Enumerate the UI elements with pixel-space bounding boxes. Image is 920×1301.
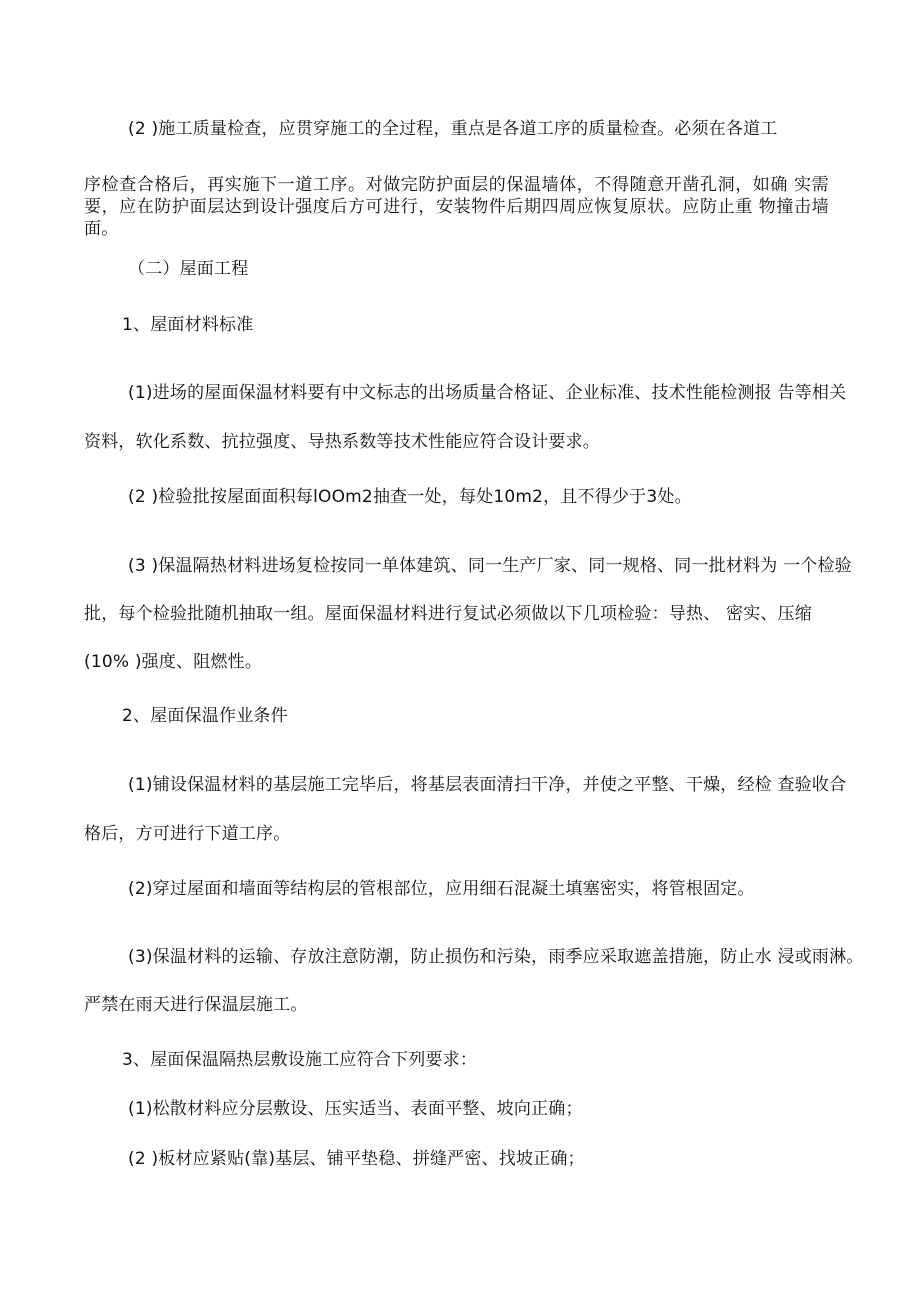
paragraph-line-9: 批，每个检验批随机抽取一组。屋面保温材料进行复试必须做以下几项检验：导热、 密实、压缩 <box>84 604 813 624</box>
paragraph-line-12: 格后，方可进行下道工序。 <box>84 824 291 844</box>
section-heading-roof: （二）屋面工程 <box>128 259 249 279</box>
paragraph-line-16: (1)松散材料应分层敷设、压实适当、表面平整、坡向正确； <box>128 1099 583 1119</box>
paragraph-line-4: 面。 <box>84 219 119 239</box>
subheading-roof-insulation-requirements: 3、屋面保温隔热层敷设施工应符合下列要求： <box>122 1050 478 1070</box>
paragraph-line-7: (2 )检验批按屋面面积每lOOm2抽查一处，每处10m2，且不得少于3处。 <box>128 487 692 507</box>
paragraph-line-3: 要，应在防护面层达到设计强度后方可进行，安装物件后期四周应恢复原状。应防止重 物撞击墙 <box>84 197 830 217</box>
paragraph-line-1: (2 )施工质量检查，应贯穿施工的全过程，重点是各道工序的质量检查。必须在各道工 <box>128 119 778 139</box>
paragraph-line-8: (3 )保温隔热材料进场复检按同一单体建筑、同一生产厂家、同一规格、同一批材料为 一个检验 <box>128 556 852 576</box>
paragraph-line-2: 序检查合格后，再实施下一道工序。对做完防护面层的保温墙体，不得随意开凿孔洞，如确 实需 <box>84 175 830 195</box>
paragraph-line-10: (10% )强度、阻燃性。 <box>84 652 263 672</box>
subheading-roof-material-standard: 1、屋面材料标准 <box>122 315 254 335</box>
paragraph-line-15: 严禁在雨天进行保温层施工。 <box>84 995 308 1015</box>
paragraph-line-6: 资料，软化系数、抗拉强度、导热系数等技术性能应符合设计要求。 <box>84 432 600 452</box>
paragraph-line-17: (2 )板材应紧贴(靠)基层、铺平垫稳、拼缝严密、找坡正确； <box>128 1149 585 1169</box>
subheading-roof-work-conditions: 2、屋面保温作业条件 <box>122 706 288 726</box>
paragraph-line-14: (3)保温材料的运输、存放注意防潮，防止损伤和污染，雨季应采取遮盖措施，防止水 浸或雨淋。 <box>128 947 864 967</box>
paragraph-line-5: (1)进场的屋面保温材料要有中文标志的出场质量合格证、企业标准、技术性能检测报 告等相关 <box>128 383 847 403</box>
paragraph-line-13: (2)穿过屋面和墙面等结构层的管根部位，应用细石混凝土填塞密实，将管根固定。 <box>128 879 755 899</box>
paragraph-line-11: (1)铺设保温材料的基层施工完毕后，将基层表面清扫干净，并使之平整、干燥，经检 查验收合 <box>128 775 847 795</box>
